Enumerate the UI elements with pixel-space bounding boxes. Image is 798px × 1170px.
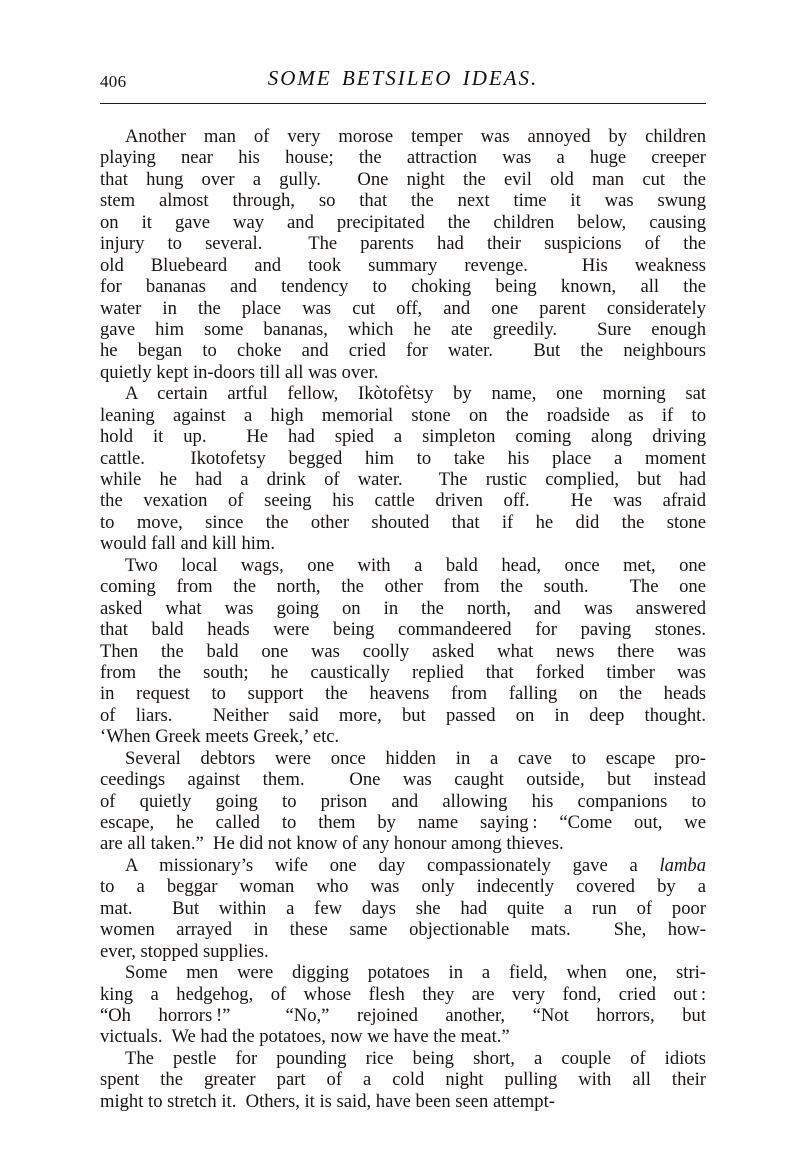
text-line: Another man of very morose temper was annoyed by children <box>125 126 706 147</box>
text-line: A missionary’s wife one day compassionately gave a lamba <box>125 854 706 876</box>
text-line: that bald heads were being commandeered for paving stones. <box>100 619 706 641</box>
text-line: Then the bald one was coolly asked what news there was <box>100 640 706 662</box>
text-line: he began to choke and cried for water. But the neighbours <box>100 340 706 362</box>
running-head <box>100 66 706 96</box>
text-line: to move, since the other shouted that if he did the stone <box>100 511 706 533</box>
text-line: victuals. We had the potatoes, now we have the meat.” <box>100 1026 510 1048</box>
text-line: for bananas and tendency to choking being known, all the <box>100 276 706 298</box>
text-line: king a hedgehog, of whose flesh they are very fond, cried out : <box>100 983 706 1005</box>
text-line: escape, he called to them by name saying : “Come out, we <box>100 812 706 833</box>
text-line: leaning against a high memorial stone on the roadside as if to <box>100 404 706 426</box>
text-line: might to stretch it. Others, it is said, have been seen attempt- <box>100 1090 555 1112</box>
text-line: women arrayed in these same objectionable mats. She, how- <box>100 919 706 941</box>
text-line: ceedings against them. One was caught outside, but instead <box>100 769 706 791</box>
text-line: Several debtors were once hidden in a cave to escape pro- <box>125 747 706 769</box>
text-line: ‘When Greek meets Greek,’ etc. <box>100 726 340 748</box>
text-line: playing near his house; the attraction was a huge creeper <box>100 147 706 169</box>
text-line: gave him some bananas, which he ate greedily. Sure enough <box>100 318 706 340</box>
text-line: hold it up. He had spied a simpleton coming along driving <box>100 426 706 448</box>
text-line: the vexation of seeing his cattle driven off. He was afraid <box>100 490 706 512</box>
text-line: Two local wags, one with a bald head, once met, one <box>125 554 706 576</box>
text-line: that hung over a gully. One night the evil old man cut the <box>100 168 706 190</box>
text-line: old Bluebeard and took summary revenge. His weakness <box>100 254 706 276</box>
text-line: are all taken.” He did not know of any honour among thieves. <box>100 833 564 855</box>
text-line: of liars. Neither said more, but passed on in deep thought. <box>100 704 706 726</box>
text-line: mat. But within a few days she had quite a run of poor <box>100 897 706 919</box>
text-line: cattle. Ikotofetsy begged him to take his place a moment <box>100 447 706 469</box>
text-line: of quietly going to prison and allowing his companions to <box>100 790 706 812</box>
text-line: water in the place was cut off, and one parent considerately <box>100 297 706 319</box>
text-line: ever, stopped supplies. <box>100 940 269 962</box>
header-rule <box>100 103 706 104</box>
text-line: on it gave way and precipitated the children below, causing <box>100 211 706 233</box>
italic-term: lamba <box>659 854 706 876</box>
text-line: from the south; he caustically replied that forked timber was <box>100 661 706 683</box>
text-line: quietly kept in-doors till all was over. <box>100 361 379 383</box>
running-title: SOME BETSILEO IDEAS. <box>267 66 539 90</box>
text-line: in request to support the heavens from falling on the heads <box>100 683 706 705</box>
text-line: asked what was going on in the north, and was answered <box>100 597 706 619</box>
text-line: stem almost through, so that the next time it was swung <box>100 190 706 212</box>
text-line: would fall and kill him. <box>100 533 276 555</box>
text-line: to a beggar woman who was only indecently covered by a <box>100 876 706 898</box>
text-line: A certain artful fellow, Ikòtofètsy by name, one morning sat <box>125 383 706 405</box>
body-text <box>100 126 706 1112</box>
text-line: spent the greater part of a cold night pulling with all their <box>100 1069 706 1091</box>
text-line: coming from the north, the other from the south. The one <box>100 576 706 598</box>
text-line: injury to several. The parents had their suspicions of the <box>100 233 706 255</box>
text-line: “Oh horrors !” “No,” rejoined another, “Not horrors, but <box>100 1004 706 1026</box>
text-line: The pestle for pounding rice being short, a couple of idiots <box>125 1047 706 1069</box>
text-line: Some men were digging potatoes in a field, when one, stri- <box>125 962 706 984</box>
text-line: while he had a drink of water. The rustic complied, but had <box>100 469 706 490</box>
page-number: 406 <box>100 72 127 91</box>
